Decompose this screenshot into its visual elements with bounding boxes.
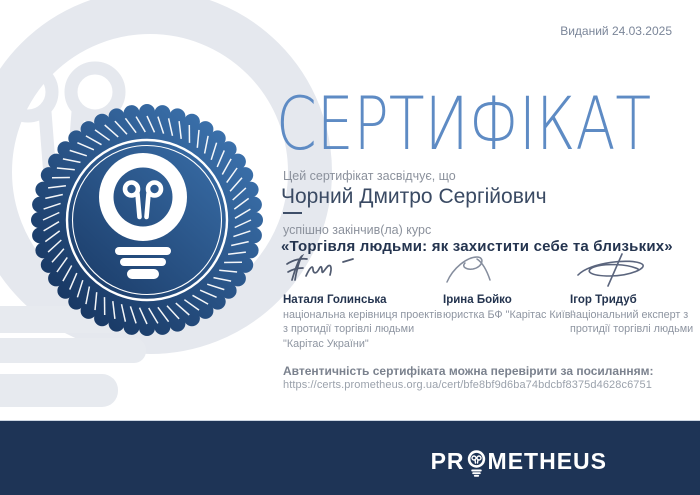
signatory-role: національний експерт з протидії торгівлі людьми [570,309,694,336]
signatory-role: юристка БФ "Карітас Київ" [443,309,575,321]
course-title: «Торгівля людьми: як захистити себе та близьких» [281,238,673,255]
certificate-title: СЕРТИФІКАТ [276,82,652,167]
signatory-block [570,252,696,337]
signature-scribble-icon [443,252,503,288]
issue-date: Виданий 24.03.2025 [560,24,672,38]
signatory-block [283,252,453,351]
signatory-name: Наталя Голинська [283,294,387,306]
signatory-name: Ігор Тридуб [570,294,637,306]
signatory-role: національна керівниця проектів з протидії торгівлі людьми "Карітас України" [283,309,443,350]
verification-label: Автентичність сертифіката можна перевірити за посиланням: [283,364,654,378]
signature-scribble-icon [570,252,654,288]
signatory-block [443,252,575,322]
signature-scribble-icon [283,252,361,288]
footer-bar [0,420,700,495]
logo-text-post: METHEUS [487,448,607,474]
divider [283,212,302,214]
verification-url: https://certs.prometheus.org.ua/cert/bfe8bf9d6ba74bdcbf8375d4628c6751 [283,379,652,391]
lightbulb-icon [466,450,487,478]
certifies-label: Цей сертифікат засвідчує, що [283,169,456,183]
prometheus-logo [431,450,607,478]
recipient-name: Чорний Дмитро Сергійович [281,185,547,208]
signatory-name: Ірина Бойко [443,294,512,306]
logo-text-pre: PR [430,448,465,474]
completed-label: успішно закінчив(ла) курс [283,223,432,237]
certificate-seal-lightbulb-icon [17,90,277,350]
